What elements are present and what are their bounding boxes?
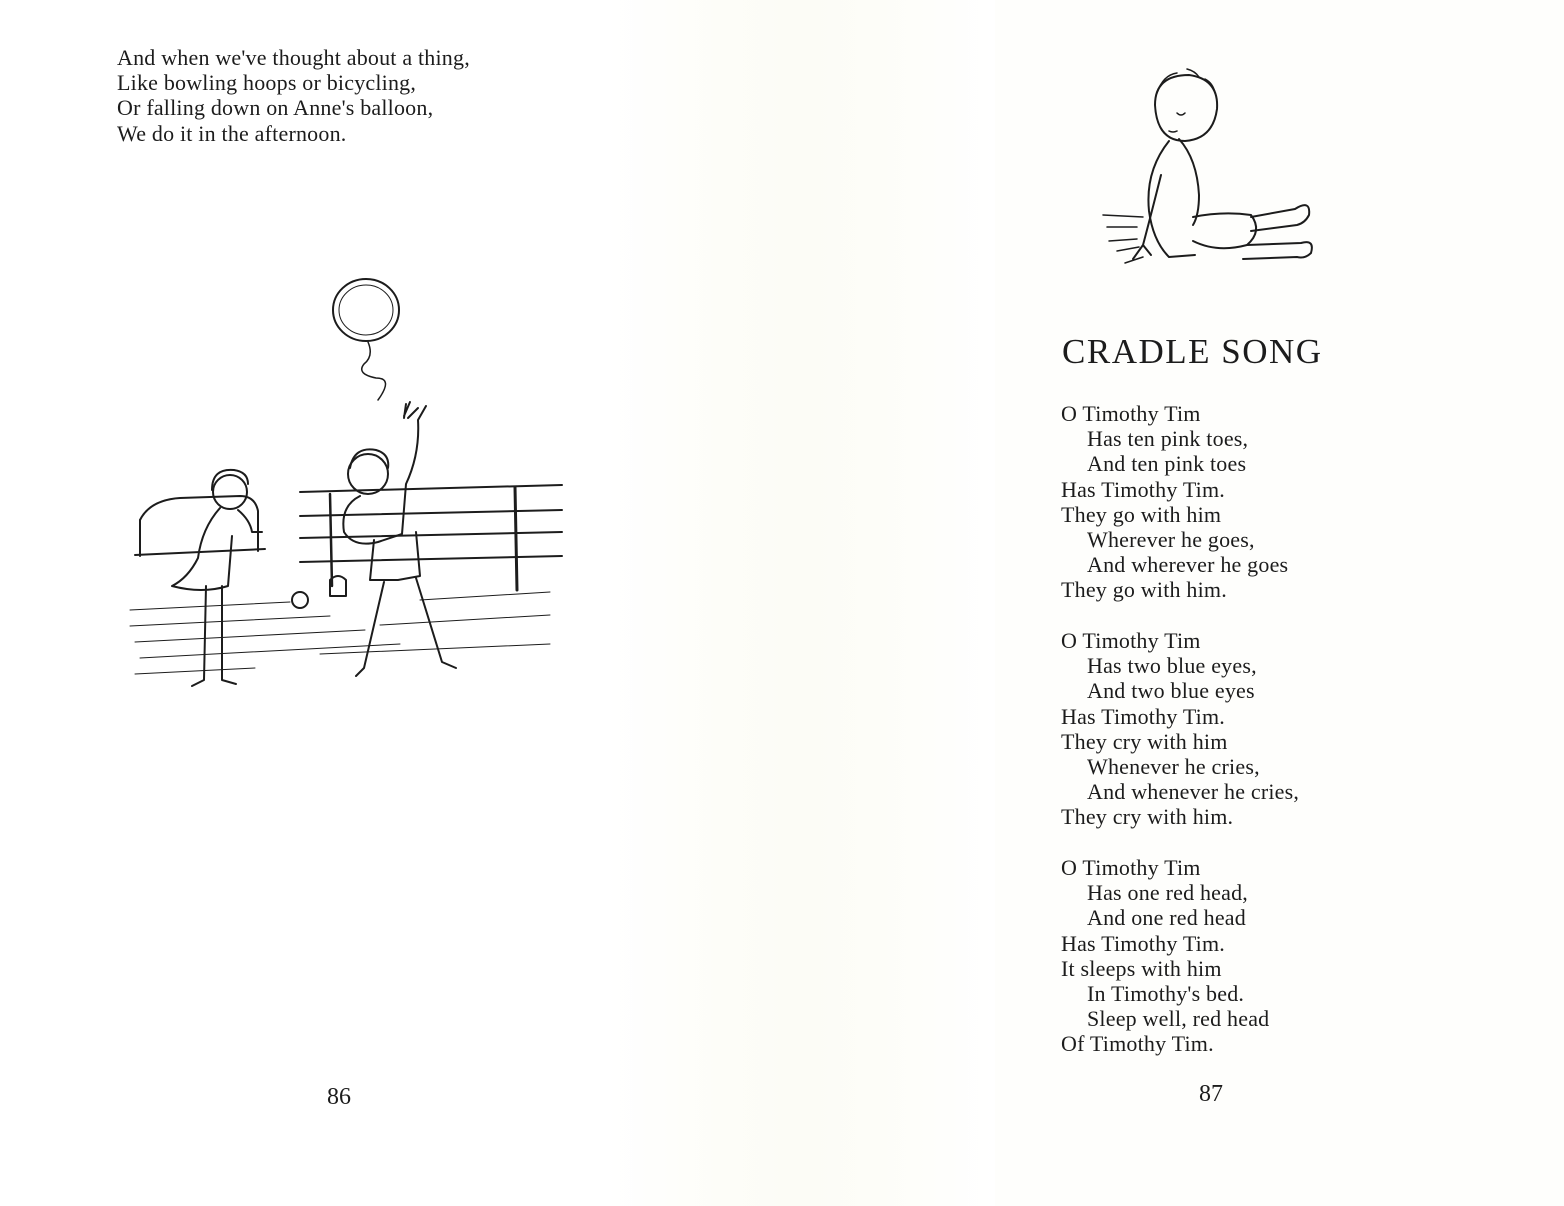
verse-line: Like bowling hoops or bicycling, bbox=[117, 70, 417, 96]
poem-stanza bbox=[1061, 628, 1299, 830]
balloon-shape bbox=[333, 279, 399, 341]
verse-line: O Timothy Tim bbox=[1061, 401, 1201, 426]
verse-line: Has Timothy Tim. bbox=[1061, 930, 1226, 956]
verse-line: And ten pink toes bbox=[1087, 451, 1247, 477]
verse-line: Has ten pink toes, bbox=[1087, 426, 1249, 452]
verse-line: Whenever he cries, bbox=[1087, 754, 1260, 780]
verse-line: It sleeps with him bbox=[1061, 955, 1222, 981]
poem-title: CRADLE SONG bbox=[1062, 332, 1323, 371]
verse-line: They cry with him bbox=[1061, 728, 1228, 754]
verse-line: In Timothy's bed. bbox=[1087, 981, 1245, 1007]
sitting-baby-illustration bbox=[1095, 65, 1325, 285]
verse-line: Has Timothy Tim. bbox=[1061, 476, 1226, 502]
book-gutter bbox=[605, 0, 995, 1206]
verse-line: Has Timothy Tim. bbox=[1061, 703, 1226, 729]
verse-line: Has two blue eyes, bbox=[1087, 653, 1257, 679]
verse-line: And one red head bbox=[1087, 905, 1246, 931]
children-with-balloon-illustration bbox=[120, 270, 570, 710]
poem-stanza bbox=[1061, 855, 1269, 1057]
verse-line: Sleep well, red head bbox=[1087, 1006, 1270, 1032]
verse-line: Or falling down on Anne's balloon, bbox=[117, 95, 434, 121]
page-number: 87 bbox=[1199, 1081, 1223, 1107]
verse-line: They go with him. bbox=[1061, 577, 1227, 603]
verse-line: Of Timothy Tim. bbox=[1061, 1031, 1214, 1057]
verse-line: And wherever he goes bbox=[1087, 552, 1289, 578]
boy-figure bbox=[348, 454, 388, 494]
verse-line: They cry with him. bbox=[1061, 804, 1234, 830]
baby-figure bbox=[1155, 75, 1217, 141]
verse-line: And two blue eyes bbox=[1087, 678, 1255, 704]
girl-figure bbox=[213, 475, 247, 509]
page-number: 86 bbox=[327, 1084, 351, 1110]
verse-line: O Timothy Tim bbox=[1061, 628, 1201, 653]
verse-line: And when we've thought about a thing, bbox=[117, 45, 470, 70]
verse-line: We do it in the afternoon. bbox=[117, 120, 347, 146]
verse-line: Wherever he goes, bbox=[1087, 527, 1255, 553]
left-verse bbox=[117, 45, 470, 146]
verse-line: Has one red head, bbox=[1087, 880, 1248, 906]
verse-line: And whenever he cries, bbox=[1087, 779, 1300, 805]
verse-line: O Timothy Tim bbox=[1061, 855, 1201, 880]
verse-line: They go with him bbox=[1061, 501, 1222, 527]
poem-stanza bbox=[1061, 401, 1288, 603]
